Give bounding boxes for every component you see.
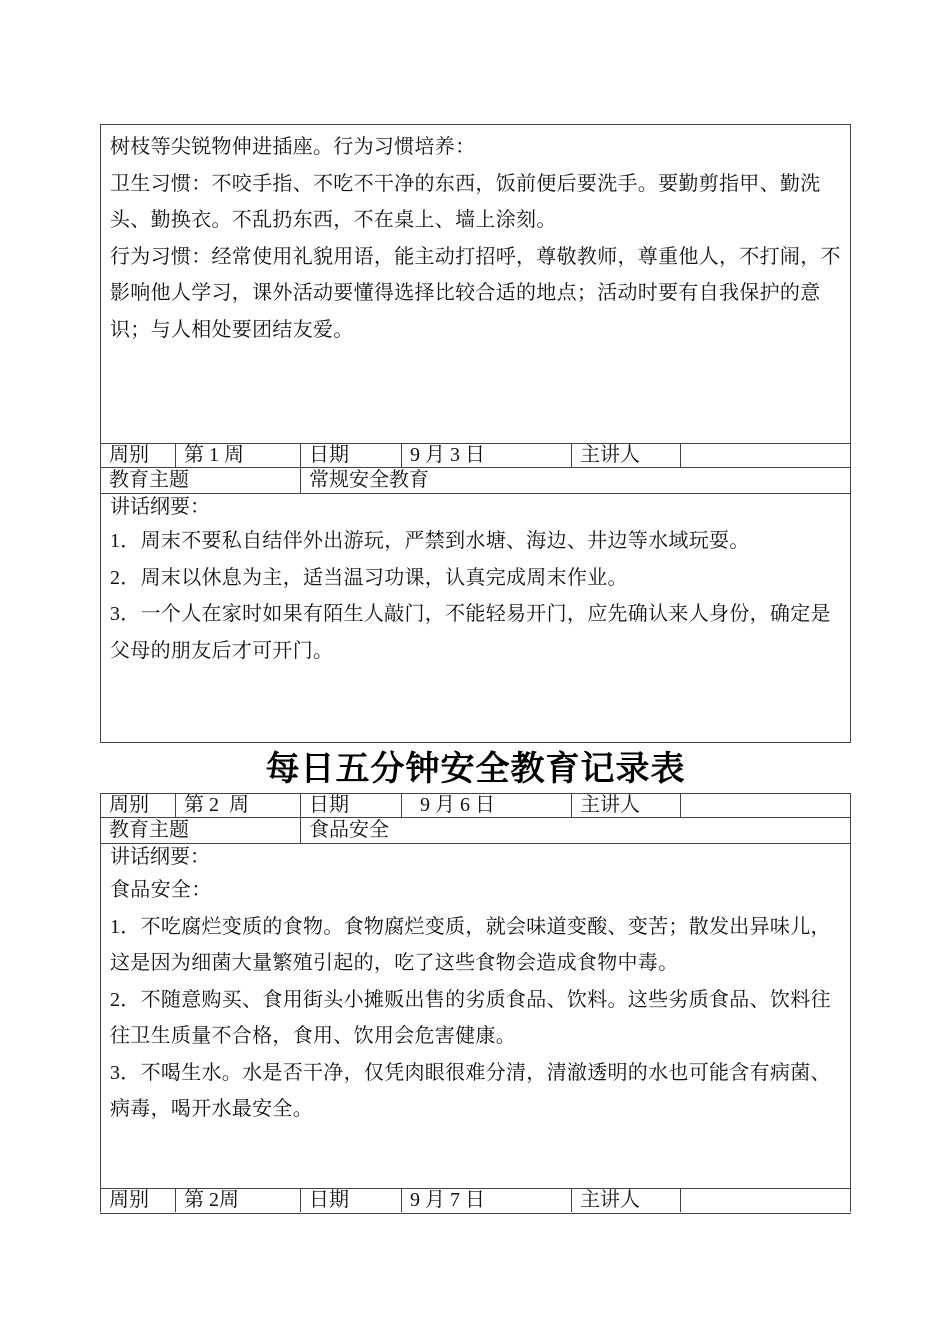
date-label: 日期 xyxy=(300,1189,401,1212)
topic-value: 常规安全教育 xyxy=(300,468,851,493)
outline-label: 讲话纲要： xyxy=(110,846,210,868)
date-value: 9 月 3 日 xyxy=(401,444,571,467)
border xyxy=(850,794,851,817)
record2-outline-box xyxy=(100,844,851,1188)
speaker-value xyxy=(680,794,850,817)
speaker-value xyxy=(680,444,850,467)
outline-item: 2．不随意购买、食用街头小摊贩出售的劣质食品、饮料。这些劣质食品、饮料往往卫生质量不合格，食用、饮用会危害健康。 xyxy=(110,988,831,1047)
record1-topic-row xyxy=(100,468,851,494)
week-label: 周别 xyxy=(100,1189,175,1212)
speaker-value xyxy=(680,1189,850,1212)
speaker-label: 主讲人 xyxy=(571,794,680,817)
date-value: 9 月 6 日 xyxy=(401,794,571,817)
outline-label: 讲话纲要： xyxy=(110,496,210,518)
outline-item: 3．不喝生水。水是否干净，仅凭肉眼很难分清，清澈透明的水也可能含有病菌、病毒，喝开水最安全。 xyxy=(110,1061,831,1120)
week-label: 周别 xyxy=(100,794,175,817)
paragraph: 卫生习惯：不咬手指、不吃不干净的东西，饭前便后要洗手。要勤剪指甲、勤洗头、勤换衣。不乱扔东西，不在桌上、墙上涂刻。 xyxy=(110,172,821,231)
week-label: 周别 xyxy=(100,444,175,467)
outline-item: 2．周末以休息为主，适当温习功课，认真完成周末作业。 xyxy=(110,566,628,589)
speaker-label: 主讲人 xyxy=(571,1189,680,1212)
date-label: 日期 xyxy=(300,794,401,817)
outline-item: 3．一个人在家时如果有陌生人敲门，不能轻易开门，应先确认来人身份，确定是父母的朋友后才可开门。 xyxy=(110,603,831,662)
outline-item: 1．不吃腐烂变质的食物。食物腐烂变质，就会味道变酸、变苦；散发出异味儿，这是因为细菌大量繁殖引起的，吃了这些食物会造成食物中毒。 xyxy=(110,915,831,974)
record1-outline-box xyxy=(100,494,851,743)
topic-value: 食品安全 xyxy=(300,818,851,843)
page-title: 每日五分钟安全教育记录表 xyxy=(265,749,686,789)
topic-label: 教育主题 xyxy=(100,818,300,843)
continued-content xyxy=(101,125,850,348)
continued-content-box xyxy=(100,124,851,443)
border xyxy=(850,1189,851,1212)
paragraph: 行为习惯：经常使用礼貌用语，能主动打招呼，尊敬教师，尊重他人，不打闹，不影响他人学习，课外活动要懂得选择比较合适的地点；活动时要有自我保护的意识；与人相处要团结友爱。 xyxy=(110,245,841,341)
record3-info-row xyxy=(100,1188,851,1214)
week-value: 第 2 周 xyxy=(175,794,300,817)
date-value: 9 月 7 日 xyxy=(401,1189,571,1212)
border xyxy=(850,444,851,467)
week-value: 第 2周 xyxy=(175,1189,300,1212)
paragraph: 树枝等尖锐物伸进插座。行为习惯培养： xyxy=(110,136,476,158)
record2-outline-items xyxy=(101,870,850,1128)
outline-item: 1．周末不要私自结伴外出游玩，严禁到水塘、海边、井边等水域玩耍。 xyxy=(110,530,750,552)
topic-label: 教育主题 xyxy=(100,468,300,493)
record1-outline-items xyxy=(101,520,850,669)
record2-topic-row xyxy=(100,818,851,844)
speaker-label: 主讲人 xyxy=(571,444,680,467)
record1-info-row xyxy=(100,443,851,468)
record2-info-row xyxy=(100,793,851,818)
outline-subheading: 食品安全： xyxy=(110,879,212,901)
week-value: 第 1 周 xyxy=(175,444,300,467)
date-label: 日期 xyxy=(300,444,401,467)
